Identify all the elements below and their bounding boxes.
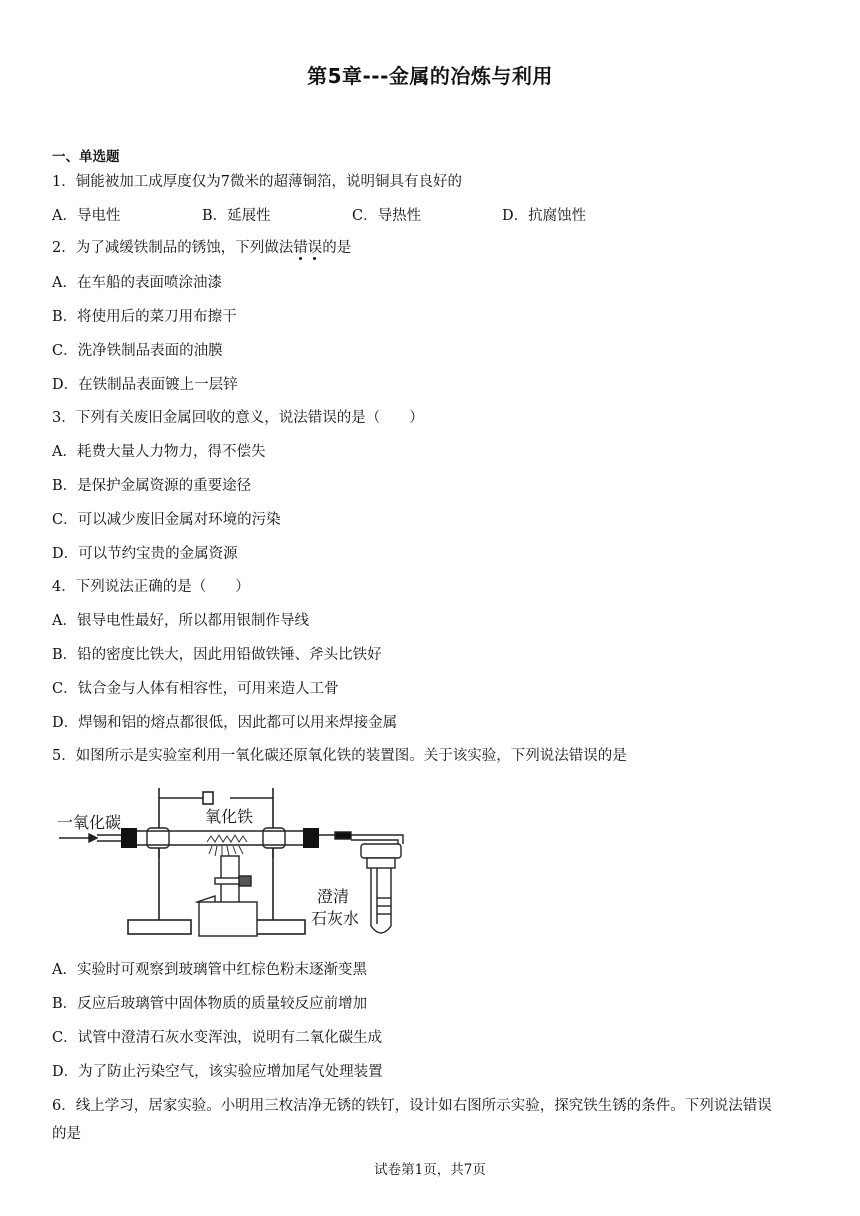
q1-option-b: B．延展性 xyxy=(202,208,271,224)
q3-option-b: B．是保护金属资源的重要途径 xyxy=(52,478,252,494)
q4-option-a: A．银导电性最好，所以都用银制作导线 xyxy=(52,613,309,629)
q1-option-c: C．导热性 xyxy=(352,208,422,224)
right-stopper xyxy=(303,828,319,848)
q2-option-d: D．在铁制品表面镀上一层锌 xyxy=(52,377,238,393)
question-3-stem: 3．下列有关废旧金属回收的意义，说法错误的是（ ） xyxy=(52,410,424,426)
q2-stem-emphasis-1: 错 xyxy=(293,240,308,256)
q2-option-c: C．洗净铁制品表面的油膜 xyxy=(52,343,223,359)
q2-option-b: B．将使用后的菜刀用布擦干 xyxy=(52,309,237,325)
label-clear-limewater-2: 石灰水 xyxy=(311,909,360,928)
q2-stem-emphasis-2: 误 xyxy=(307,240,323,256)
q2-stem-after: 的是 xyxy=(322,240,352,256)
question-2-stem xyxy=(52,238,351,258)
q5-option-d: D．为了防止污染空气，该实验应增加尾气处理装置 xyxy=(52,1064,383,1080)
q5-option-b: B．反应后玻璃管中固体物质的质量较反应前增加 xyxy=(52,996,368,1012)
question-5-stem: 5．如图所示是实验室利用一氧化碳还原氧化铁的装置图。关于该实验，下列说法错误的是 xyxy=(52,748,627,764)
page-title: 第5章---金属的冶炼与利用 xyxy=(307,64,553,88)
section-heading: 一、单选题 xyxy=(52,149,120,165)
q3-option-c: C．可以减少废旧金属对环境的污染 xyxy=(52,512,281,528)
co-flow-arrow xyxy=(59,834,97,842)
q3-option-d: D．可以节约宝贵的金属资源 xyxy=(52,546,238,562)
test-tube xyxy=(361,844,401,933)
label-clear-limewater-1: 澄清 xyxy=(317,887,350,906)
left-stopper xyxy=(121,828,137,848)
q1-option-a: A．导电性 xyxy=(52,208,121,224)
q4-option-b: B．铅的密度比铁大，因此用铅做铁锤、斧头比铁好 xyxy=(52,647,382,663)
q2-option-a: A．在车船的表面喷涂油漆 xyxy=(52,275,222,291)
q4-option-c: C．钛合金与人体有相容性，可用来造人工骨 xyxy=(52,681,339,697)
q5-option-c: C．试管中澄清石灰水变浑浊，说明有二氧化碳生成 xyxy=(52,1030,383,1046)
question-4-stem: 4．下列说法正确的是（ ） xyxy=(52,579,250,595)
outlet-tube xyxy=(319,832,403,844)
q4-option-d: D．焊锡和铝的熔点都很低，因此都可以用来焊接金属 xyxy=(52,715,398,731)
q2-stem-before: 2．为了减缓铁制品的锈蚀，下列做法 xyxy=(52,240,294,256)
question-1-stem: 1．铜能被加工成厚度仅为7微米的超薄铜箔，说明铜具有良好的 xyxy=(52,174,462,190)
q5-option-a: A．实验时可观察到玻璃管中红棕色粉末逐渐变黑 xyxy=(52,962,367,978)
question-6-stem-line-2: 的是 xyxy=(52,1126,81,1142)
label-carbon-monoxide: 一氧化碳 xyxy=(57,813,122,832)
alcohol-burner xyxy=(197,856,257,936)
co-reduction-apparatus-figure xyxy=(55,784,415,944)
inlet-tube xyxy=(97,835,121,841)
page-footer: 试卷第1页，共7页 xyxy=(374,1162,486,1178)
question-6-stem-line-1: 6．线上学习，居家实验。小明用三枚洁净无锈的铁钉，设计如右图所示实验，探究铁生锈的条件。下列说法错误 xyxy=(52,1098,772,1114)
label-iron-oxide: 氧化铁 xyxy=(205,807,254,826)
q1-option-d: D．抗腐蚀性 xyxy=(502,208,587,224)
q3-option-a: A．耗费大量人力物力，得不偿失 xyxy=(52,444,266,460)
